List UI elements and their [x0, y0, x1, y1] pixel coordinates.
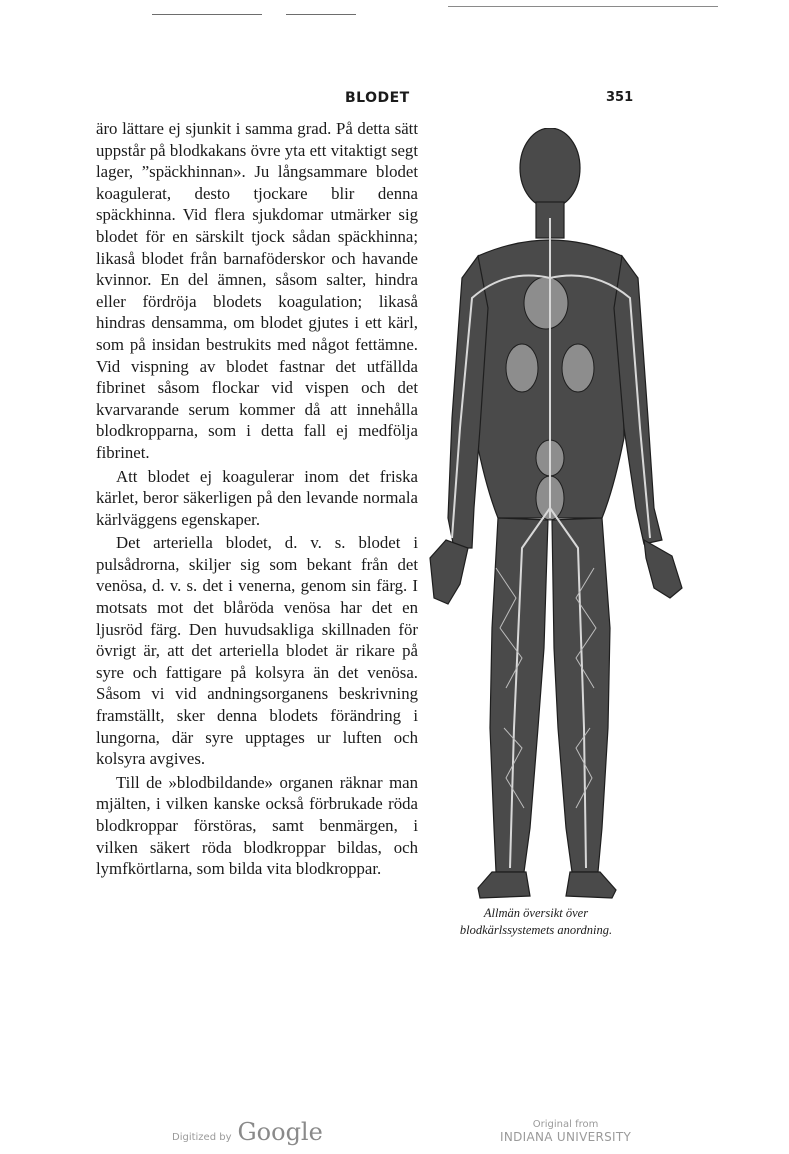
circulatory-system-illustration [426, 128, 703, 906]
top-rule-left [152, 14, 262, 15]
paragraph-4: Till de »blodbildande» organen räknar man mjälten, i vilken kanske också förbrukade röda blodkroppar förstöras, samt benmärgen, i vilken säkert röda blodkroppar bildas, och lymfkörtlarna, som bilda vita blodkroppar. [96, 772, 418, 879]
running-head-title: BLODET [345, 90, 410, 106]
top-rule-mid [286, 14, 356, 15]
paragraph-1: äro lättare ej sjunkit i samma grad. På detta sätt uppstår på blodkakans övre yta ett vitaktigt segt lager, ”späckhinnan». Ju långsammare blodet koagulerat, desto tjockare blir denna späckhinna. Vid flera sjukdomar utmärker sig blodet för en särskilt tjock sådan späckhinna; likaså blodet från barnaföderskor och havande kvinnor. En del ämnen, såsom salter, hindra eller fördröja blodets koagulation; likaså hindras densamma, om blodet gjutes i ett kärl, som på insidan bestrukits med något fettämne. Vid vispning av blodet fastnar det utfällda fibrinet såsom flockar vid vispen och det kvarvarande serum kommer då att innehålla blodkropparna, som i detta fall ej medfölja fibrinet. [96, 119, 418, 462]
figure-caption: Allmän översikt över blodkärlssystemets anordning. [459, 906, 613, 937]
google-logo: Google [237, 1118, 323, 1146]
university-label: INDIANA UNIVERSITY [500, 1130, 632, 1144]
original-from-indiana [500, 1119, 631, 1144]
original-from-label: Original from [532, 1119, 599, 1130]
digitized-by-google [172, 1118, 323, 1146]
paragraph-3: Det arteriella blodet, d. v. s. blodet i pulsådrorna, skiljer sig som bekant från det venösa, d. v. s. det i venerna, genom sin färg. I motsats mot det blåröda venösa har det en ljusröd färg. Den huvudsakliga skillnaden för övrigt är, att det arteriella blodet är rikare på syre och fattigare på kolsyra än det venösa. Såsom vi vid andningsorganens beskrivning framställt, sker denna blodets förändring i lungorna, där syre upptages ur luften och kolsyra avgives. [96, 533, 418, 769]
paragraph-2: Att blodet ej koagulerar inom det friska kärlet, beror säkerligen på den levande normala kärlväggens egenskaper. [96, 466, 418, 529]
page-number: 351 [606, 90, 634, 105]
body-text [96, 118, 418, 882]
digitized-by-label: Digitized by [172, 1132, 232, 1143]
top-rule-right [448, 6, 718, 7]
